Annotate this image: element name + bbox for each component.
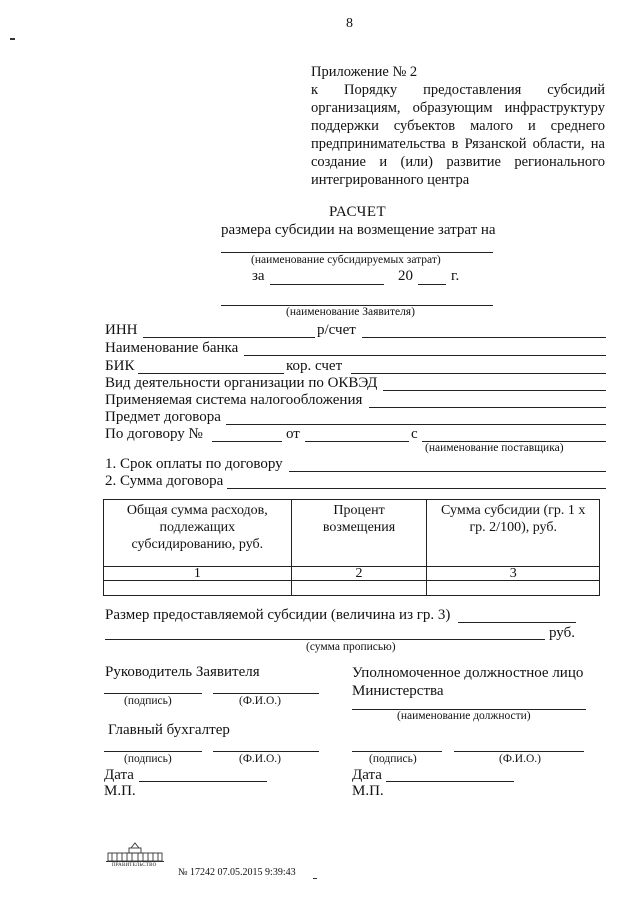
payment-term-label: 1. Срок оплаты по договору [105, 456, 283, 472]
scan-mark [10, 38, 15, 40]
accountant-signature-line [104, 751, 202, 752]
header-subsidy-sum: Сумма субсидии (гр. 1 x гр. 2/100), руб. [427, 500, 600, 567]
accountant-name-line [213, 751, 319, 752]
table-header-row [104, 500, 600, 567]
subsidy-size-label: Размер предоставляемой субсидии (величина из гр. 3) [105, 607, 451, 623]
table-value-row [104, 581, 600, 596]
contract-number-label: По договору № [105, 426, 203, 442]
header-total-expenses: Общая сумма расходов, подлежащих субсидированию, руб. [104, 500, 292, 567]
inn-line [143, 337, 315, 338]
accountant-signature-hint: (подпись) [124, 753, 172, 765]
bank-line [244, 355, 606, 356]
contract-number-line [212, 441, 282, 442]
annex-title: Приложение № 2 [311, 64, 418, 80]
contract-sum-line [227, 488, 606, 489]
applicant-stamp-label: М.П. [104, 783, 136, 799]
contract-subject-line [226, 424, 606, 425]
bank-label: Наименование банка [105, 340, 239, 356]
account-line [362, 337, 606, 338]
scan-mark-bottom [313, 878, 317, 879]
payment-term-line [289, 471, 606, 472]
applicant-name-hint: (наименование Заявителя) [286, 306, 415, 318]
head-signature-hint: (подпись) [124, 695, 172, 707]
page-number: 8 [346, 16, 353, 31]
official-stamp-label: М.П. [352, 783, 384, 799]
column-number-3: 3 [427, 567, 600, 581]
head-name-line [213, 693, 319, 694]
registration-stamp: № 17242 07.05.2015 9:39:43 [178, 867, 296, 878]
official-signature-line [352, 751, 442, 752]
period-suffix: г. [451, 268, 460, 284]
inn-label: ИНН [105, 322, 138, 338]
head-name-hint: (Ф.И.О.) [239, 695, 281, 707]
accountant-name-hint: (Ф.И.О.) [239, 753, 281, 765]
document-subtitle: размера субсидии на возмещение затрат на [221, 222, 496, 238]
okved-label: Вид деятельности организации по ОКВЭД [105, 375, 378, 391]
table-number-row [104, 567, 600, 581]
annex-body: к Порядку предоставления субсидий организациям, образующим инфраструктуру поддержки субъектов малого и среднего предпринимательства в Рязанской области, на создание и (или) развитие регионального интегрированного центра [311, 82, 605, 188]
contract-sum-label: 2. Сумма договора [105, 473, 224, 489]
chief-accountant-label: Главный бухгалтер [108, 722, 230, 738]
account-label: р/счет [317, 322, 356, 338]
document-title: РАСЧЕТ [329, 204, 387, 220]
column-number-1: 1 [104, 567, 292, 581]
calculation-table [103, 499, 600, 596]
applicant-date-line [139, 781, 267, 782]
tax-system-label: Применяемая система налогообложения [105, 392, 363, 408]
corr-account-label: кор. счет [286, 358, 343, 374]
official-name-hint: (Ф.И.О.) [499, 753, 541, 765]
period-date-line [270, 284, 384, 285]
tax-system-line [369, 407, 606, 408]
okved-line [383, 390, 606, 391]
value-total-expenses [104, 581, 292, 596]
period-year: 20 [398, 268, 413, 284]
contract-from-label: от [286, 426, 300, 442]
value-percent [291, 581, 427, 596]
period-prefix: за [252, 268, 265, 284]
government-stamp-text: ПРАВИТЕЛЬСТВО [112, 863, 157, 868]
contract-date-line [305, 441, 409, 442]
head-of-applicant-label: Руководитель Заявителя [105, 664, 260, 680]
official-position-hint: (наименование должности) [397, 710, 531, 722]
subsidy-size-line [458, 622, 576, 623]
authorized-official-label: Уполномоченное должностное лицо Министерства [352, 665, 584, 699]
official-name-line [454, 751, 584, 752]
contract-with-label: с [411, 426, 418, 442]
official-signature-hint: (подпись) [369, 753, 417, 765]
subsidy-words-line [105, 639, 545, 640]
column-number-2: 2 [291, 567, 427, 581]
applicant-date-label: Дата [104, 767, 134, 783]
value-subsidy-sum [427, 581, 600, 596]
official-date-line [386, 781, 514, 782]
annex-block [311, 63, 605, 189]
head-signature-line [104, 693, 202, 694]
costs-name-hint: (наименование субсидируемых затрат) [251, 254, 441, 266]
official-date-label: Дата [352, 767, 382, 783]
period-year-line [418, 284, 446, 285]
costs-name-line [221, 252, 493, 253]
header-percent: Процент возмещения [291, 500, 427, 567]
subsidy-currency: руб. [549, 625, 575, 641]
contract-subject-label: Предмет договора [105, 409, 221, 425]
bik-label: БИК [105, 358, 135, 374]
corr-account-line [351, 373, 606, 374]
bik-line [138, 373, 284, 374]
supplier-hint: (наименование поставщика) [425, 442, 564, 454]
subsidy-words-hint: (сумма прописью) [306, 641, 396, 653]
